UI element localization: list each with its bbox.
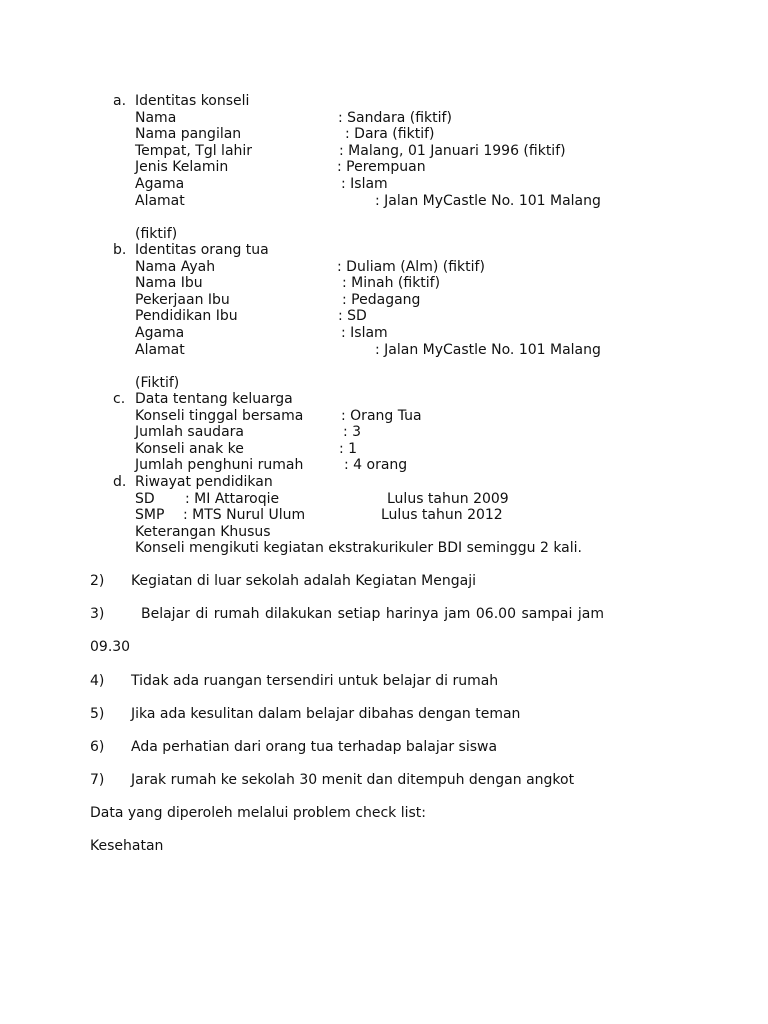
item-text: Kegiatan di luar sekolah adalah Kegiatan Mengaji xyxy=(131,573,476,589)
field-value: : 3 xyxy=(343,424,362,440)
list-marker: d. xyxy=(113,474,127,490)
field-label: Jumlah saudara xyxy=(135,424,244,440)
paragraph-kesehatan: Kesehatan xyxy=(90,838,164,854)
field-value: : 4 orang xyxy=(344,457,408,473)
education-school: : MTS Nurul Ulum xyxy=(183,507,306,523)
field-value: : Perempuan xyxy=(337,159,426,175)
field-value: : Minah (fiktif) xyxy=(342,275,441,291)
field-value: : Malang, 01 Januari 1996 (fiktif) xyxy=(339,143,566,159)
field-value: : Jalan MyCastle No. 101 Malang xyxy=(375,193,601,209)
field-label: Nama Ibu xyxy=(135,275,203,291)
keterangan-title: Keterangan Khusus xyxy=(135,524,271,540)
item-text: Belajar di rumah dilakukan setiap harinya jam 06.00 sampai jam xyxy=(141,606,604,622)
field-value: : Orang Tua xyxy=(341,408,422,424)
field-label: Nama xyxy=(135,110,177,126)
education-year: Lulus tahun 2009 xyxy=(387,491,509,507)
education-year: Lulus tahun 2012 xyxy=(381,507,503,523)
field-label: Jumlah penghuni rumah xyxy=(135,457,304,473)
item-number: 3) xyxy=(90,606,105,622)
field-value-continuation: (fiktif) xyxy=(135,226,178,242)
field-value: : Pedagang xyxy=(342,292,421,308)
field-label: Konseli anak ke xyxy=(135,441,244,457)
item-text: Ada perhatian dari orang tua terhadap balajar siswa xyxy=(131,739,498,755)
paragraph-checklist-intro: Data yang diperoleh melalui problem check list: xyxy=(90,805,426,821)
section-title: Data tentang keluarga xyxy=(135,391,293,407)
item-number: 7) xyxy=(90,772,105,788)
item-text: Jika ada kesulitan dalam belajar dibahas dengan teman xyxy=(131,706,521,722)
field-label: Alamat xyxy=(135,193,185,209)
section-title: Identitas konseli xyxy=(135,93,250,109)
list-marker: a. xyxy=(113,93,127,109)
field-label: Agama xyxy=(135,325,185,341)
keterangan-text: Konseli mengikuti kegiatan ekstrakurikuler BDI seminggu 2 kali. xyxy=(135,540,582,556)
item-text: Tidak ada ruangan tersendiri untuk belajar di rumah xyxy=(131,673,499,689)
field-label: Agama xyxy=(135,176,185,192)
item-number: 6) xyxy=(90,739,105,755)
field-value-continuation: (Fiktif) xyxy=(135,375,180,391)
field-value: : Islam xyxy=(341,176,388,192)
item-number: 4) xyxy=(90,673,105,689)
field-value: : Islam xyxy=(341,325,388,341)
field-label: Pekerjaan Ibu xyxy=(135,292,230,308)
item-number: 2) xyxy=(90,573,105,589)
field-value: : SD xyxy=(338,308,367,324)
field-value: : Duliam (Alm) (fiktif) xyxy=(337,259,485,275)
education-level: SD xyxy=(135,491,155,507)
section-title: Identitas orang tua xyxy=(135,242,269,258)
field-label: Alamat xyxy=(135,342,185,358)
field-label: Tempat, Tgl lahir xyxy=(135,143,253,159)
field-value: : Sandara (fiktif) xyxy=(338,110,452,126)
education-school: : MI Attaroqie xyxy=(185,491,280,507)
field-value: : Jalan MyCastle No. 101 Malang xyxy=(375,342,601,358)
field-label: Nama Ayah xyxy=(135,259,216,275)
section-title: Riwayat pendidikan xyxy=(135,474,273,490)
field-label: Jenis Kelamin xyxy=(135,159,229,175)
item-text-continuation: 09.30 xyxy=(90,639,131,655)
education-level: SMP xyxy=(135,507,165,523)
item-number: 5) xyxy=(90,706,105,722)
item-text: Jarak rumah ke sekolah 30 menit dan ditempuh dengan angkot xyxy=(131,772,575,788)
list-marker: c. xyxy=(113,391,126,407)
field-label: Pendidikan Ibu xyxy=(135,308,238,324)
field-label: Nama pangilan xyxy=(135,126,242,142)
field-label: Konseli tinggal bersama xyxy=(135,408,304,424)
field-value: : Dara (fiktif) xyxy=(345,126,435,142)
field-value: : 1 xyxy=(339,441,358,457)
list-marker: b. xyxy=(113,242,127,258)
